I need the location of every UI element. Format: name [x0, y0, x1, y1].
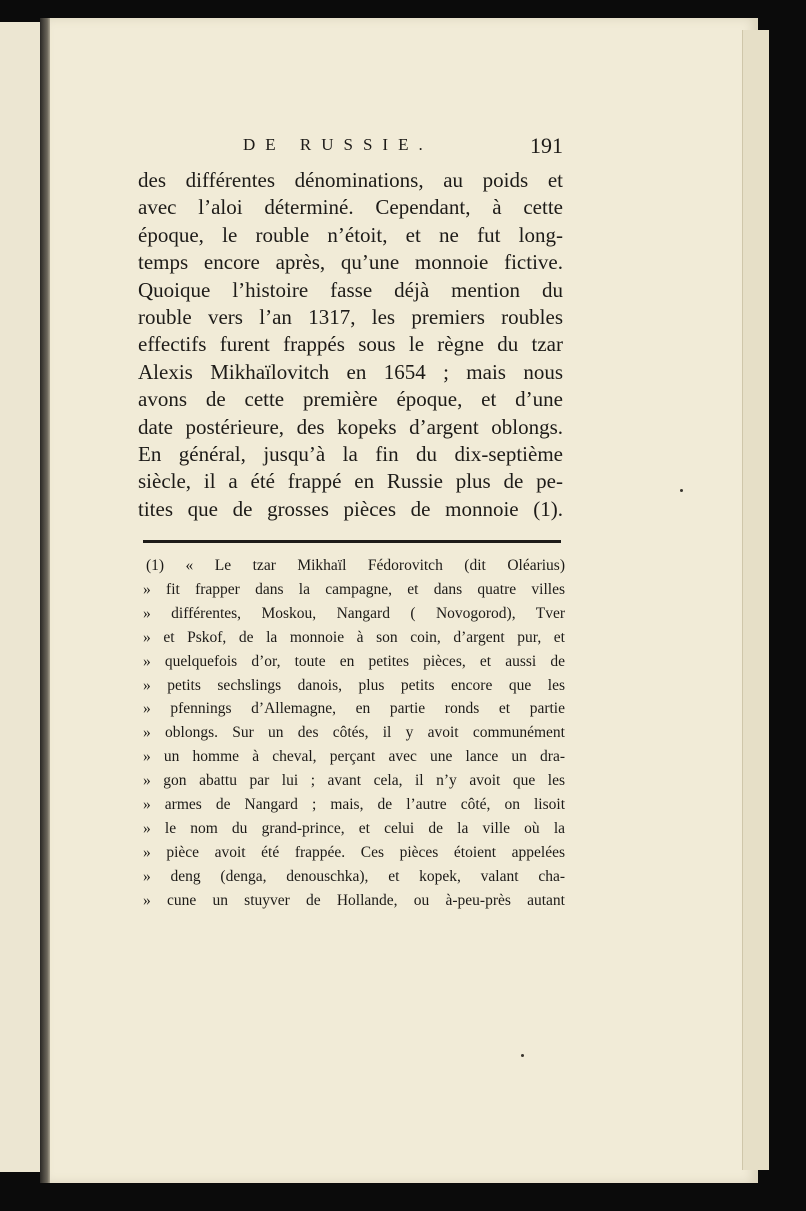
footnote-line: » oblongs. Sur un des côtés, il y avoit communément [143, 724, 565, 742]
footnote-line: » le nom du grand-prince, et celui de la ville où la [143, 819, 565, 837]
footnote-line: » armes de Nangard ; mais, de l’autre côté, on lisoit [143, 796, 565, 814]
footnote-line: » quelquefois d’or, toute en petites pièces, et aussi de [143, 652, 565, 670]
footnote-line: » petits sechslings danois, plus petits encore que les [143, 676, 565, 694]
text-line: époque, le rouble n’étoit, et ne fut long- [138, 222, 563, 247]
text-line: avons de cette première époque, et d’une [138, 387, 563, 412]
footnote-line: » un homme à cheval, perçant avec une lance un dra- [143, 748, 565, 766]
text-line: En général, jusqu’à la fin du dix-septième [138, 442, 563, 467]
footnote-line: » différentes, Moskou, Nangard ( Novogorod), Tver [143, 604, 565, 622]
text-line: siècle, il a été frappé en Russie plus de pe- [138, 469, 563, 494]
footnote [143, 554, 565, 913]
footnote-line: » deng (denga, denouschka), et kopek, valant cha- [143, 867, 565, 885]
text-line: tites que de grosses pièces de monnoie (1). [138, 496, 563, 521]
paper-speck [680, 489, 683, 492]
footnote-line: (1) « Le tzar Mikhaïl Fédorovitch (dit Oléarius) [146, 557, 565, 574]
page-fore-edge [742, 30, 769, 1170]
footnote-rule [143, 540, 561, 543]
text-line: Alexis Mikhaïlovitch en 1654 ; mais nous [138, 359, 563, 384]
text-line: rouble vers l’an 1317, les premiers roubles [138, 305, 563, 330]
text-line: des différentes dénominations, au poids et [138, 168, 563, 192]
page-header [243, 135, 563, 165]
main-text [138, 167, 563, 523]
footnote-line: » pfennings d’Allemagne, en partie ronds et partie [143, 700, 565, 718]
footnote-line: » et Pskof, de la monnoie à son coin, d’argent pur, et [143, 628, 565, 646]
running-head: DE RUSSIE. [243, 135, 433, 154]
text-line: Quoique l’histoire fasse déjà mention du [138, 277, 563, 302]
left-page-edge [0, 22, 41, 1172]
text-line: temps encore après, qu’une monnoie fictive. [138, 250, 563, 275]
footnote-line: » fit frapper dans la campagne, et dans quatre villes [143, 580, 565, 598]
footnote-line: » cune un stuyver de Hollande, ou à-peu-près autant [143, 891, 565, 909]
page-number: 191 [530, 133, 563, 158]
text-line: effectifs furent frappés sous le règne du tzar [138, 332, 563, 357]
footnote-line: » pièce avoit été frappée. Ces pièces étoient appelées [143, 843, 565, 861]
paper-speck [521, 1054, 524, 1057]
text-line: avec l’aloi déterminé. Cependant, à cette [138, 195, 563, 220]
text-line: date postérieure, des kopeks d’argent oblongs. [138, 414, 563, 439]
footnote-line: » gon abattu par lui ; avant cela, il n’y avoit que les [143, 772, 565, 790]
